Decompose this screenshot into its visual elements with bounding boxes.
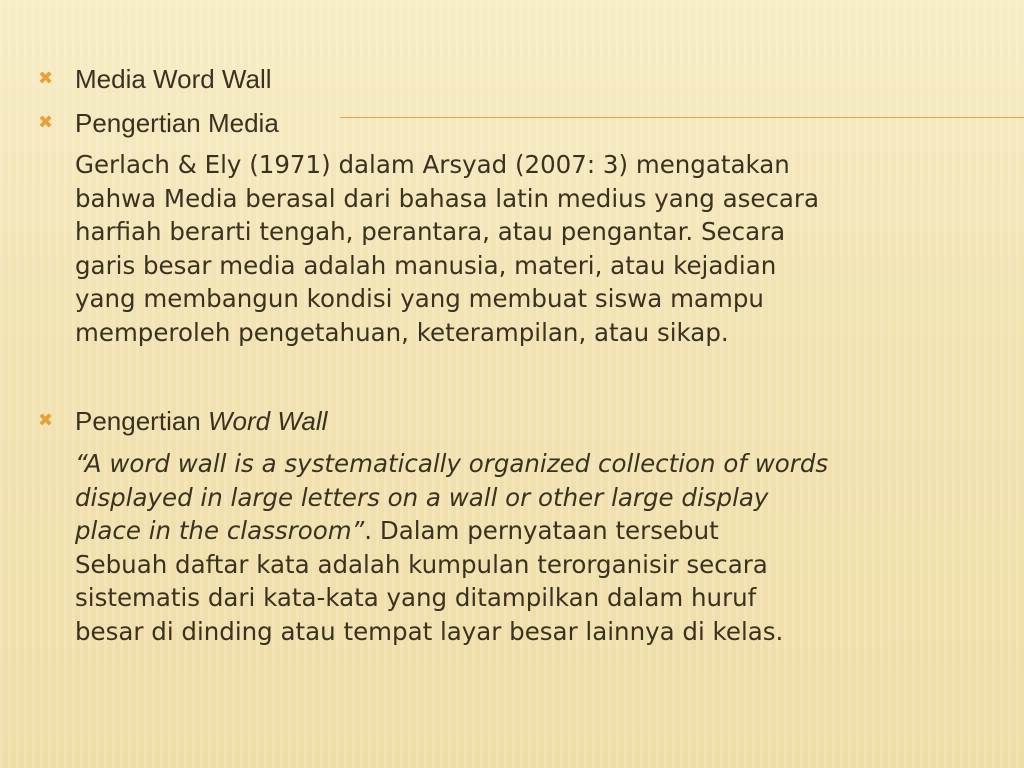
pengertian-media-paragraph xyxy=(75,148,1010,349)
quote-line: displayed in large letters on a wall or other large display xyxy=(75,482,769,512)
paragraph-line: harfiah berarti tengah, perantara, atau pengantar. Secara xyxy=(75,217,786,246)
paragraph-line: yang membangun kondisi yang membuat siswa mampu xyxy=(75,284,764,313)
paragraph-line: bahwa Media berasal dari bahasa latin medius yang asecara xyxy=(75,183,820,213)
paragraph-line: Gerlach & Ely (1971) dalam Arsyad (2007: 3) mengatakan xyxy=(75,150,790,179)
bullet-item-pengertian-media xyxy=(38,108,1018,138)
bullet-item-pengertian-word-wall xyxy=(38,406,1018,436)
bullet-heading-italic: Word Wall xyxy=(207,406,328,436)
paragraph-line: memperoleh pengetahuan, keterampilan, atau sikap. xyxy=(75,317,729,347)
pengertian-word-wall-paragraph xyxy=(75,447,1010,648)
bullet-heading xyxy=(75,406,327,436)
paragraph-line: besar di dinding atau tempat layar besar lainnya di kelas. xyxy=(75,616,784,646)
bullet-heading-prefix: Pengertian xyxy=(75,406,208,436)
bullet-item-media-word-wall xyxy=(38,64,1018,94)
x-mark-icon: ✖ xyxy=(38,112,54,133)
quote-line: place in the classroom”. Dalam pernyataan tersebut xyxy=(75,516,719,545)
paragraph-line: Sebuah daftar kata adalah kumpulan terorganisir secara xyxy=(75,549,768,579)
x-mark-icon: ✖ xyxy=(38,68,54,89)
x-mark-icon: ✖ xyxy=(38,410,54,431)
bullet-heading: Pengertian Media xyxy=(75,108,279,138)
quote-tail: . Dalam pernyataan tersebut xyxy=(364,516,719,545)
quote-line: “A word wall is a systematically organized collection of words xyxy=(75,449,829,478)
paragraph-line: garis besar media adalah manusia, materi, atau kejadian xyxy=(75,250,777,280)
bullet-heading: Media Word Wall xyxy=(75,64,272,94)
paragraph-line: sistematis dari kata-kata yang ditampilkan dalam huruf xyxy=(75,583,757,612)
